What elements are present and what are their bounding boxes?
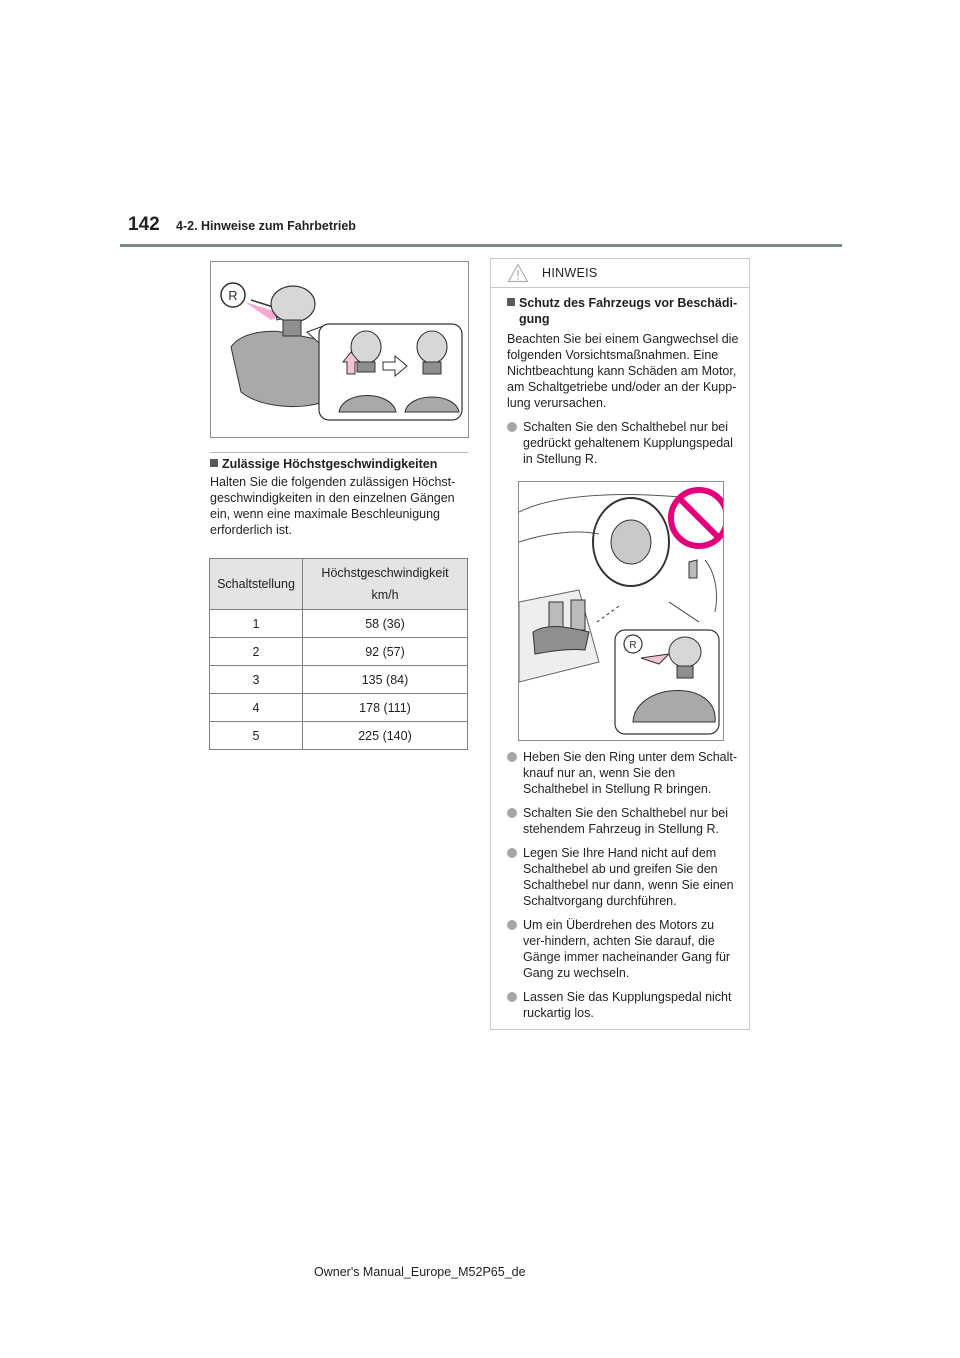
notice-box — [490, 258, 750, 1030]
square-bullet-icon — [210, 459, 218, 467]
notice-intro: Beachten Sie bei einem Gangwechsel die folgenden Vorsichtsmaßnahmen. Eine Nichtbeachtung kann Schäden am Motor, am Schaltgetriebe und/oder an der Kupp-lung verursachen. — [507, 332, 739, 410]
footer-text: Owner's Manual_Europe_M52P65_de — [314, 1265, 526, 1279]
gear-lever-drawing — [211, 262, 468, 437]
bullet-dot-icon — [507, 920, 517, 930]
table-header-row — [210, 559, 468, 610]
notice-title-bar — [491, 259, 749, 288]
section-rule — [210, 452, 468, 453]
page-number: 142 — [128, 214, 160, 235]
dashboard-prohibition-illustration — [518, 481, 724, 741]
bullet-dot-icon — [507, 848, 517, 858]
table-row: 1 58 (36) — [210, 610, 468, 638]
square-bullet-icon — [507, 298, 515, 306]
shift-knob-left — [271, 286, 315, 322]
bullet-dot-icon — [507, 808, 517, 818]
list-item: Legen Sie Ihre Hand nicht auf dem Schalthebel ab und greifen Sie den Schalthebel nur dann, wenn Sie einen Schaltvorgang durchführen. — [507, 845, 739, 909]
speed-limits-heading: Zulässige Höchstgeschwindigkeiten — [210, 456, 468, 472]
warning-triangle-icon — [507, 263, 529, 283]
driver-foot — [533, 627, 589, 654]
table-row: 3 135 (84) — [210, 666, 468, 694]
r-label-text: R — [629, 640, 637, 651]
section-title: 4-2. Hinweise zum Fahrbetrieb — [176, 219, 356, 233]
notice-content — [507, 295, 739, 1021]
table-row: 4 178 (111) — [210, 694, 468, 722]
header-rule — [120, 244, 842, 247]
gear-lever-illustration — [210, 261, 469, 438]
notice-heading: Schutz des Fahrzeugs vor Beschädi-gung — [507, 295, 739, 327]
list-item: Heben Sie den Ring unter dem Schalt-knauf nur an, wenn Sie den Schalthebel in Stellung R bringen. — [507, 749, 739, 797]
list-item: Schalten Sie den Schalthebel nur bei gedrückt gehaltenem Kupplungspedal in Stellung R. — [507, 419, 739, 467]
list-item: Lassen Sie das Kupplungspedal nicht ruckartig los. — [507, 989, 739, 1021]
dashboard-drawing — [519, 482, 723, 740]
table-row: 5 225 (140) — [210, 722, 468, 750]
shift-boot-left — [231, 331, 323, 406]
notice-title: HINWEIS — [542, 266, 598, 280]
bullet-dot-icon — [507, 992, 517, 1002]
bullet-dot-icon — [507, 752, 517, 762]
list-item: Um ein Überdrehen des Motors zu ver-hindern, achten Sie darauf, die Gänge immer nacheinander Gang für Gang zu wechseln. — [507, 917, 739, 981]
header-max-speed: Höchstgeschwindigkeit km/h — [303, 559, 468, 610]
list-item: Schalten Sie den Schalthebel nur bei stehendem Fahrzeug in Stellung R. — [507, 805, 739, 837]
r-label-text: R — [228, 288, 238, 303]
speed-limits-table — [209, 558, 468, 750]
speed-limits-paragraph: Halten Sie die folgenden zulässigen Höchst-geschwindigkeiten in den einzelnen Gängen ein, wenn eine maximale Beschleunigung erforderlich ist. — [210, 475, 456, 537]
bullet-dot-icon — [507, 422, 517, 432]
table-row: 2 92 (57) — [210, 638, 468, 666]
header-gear: Schaltstellung — [210, 559, 303, 610]
pedal — [571, 600, 585, 630]
